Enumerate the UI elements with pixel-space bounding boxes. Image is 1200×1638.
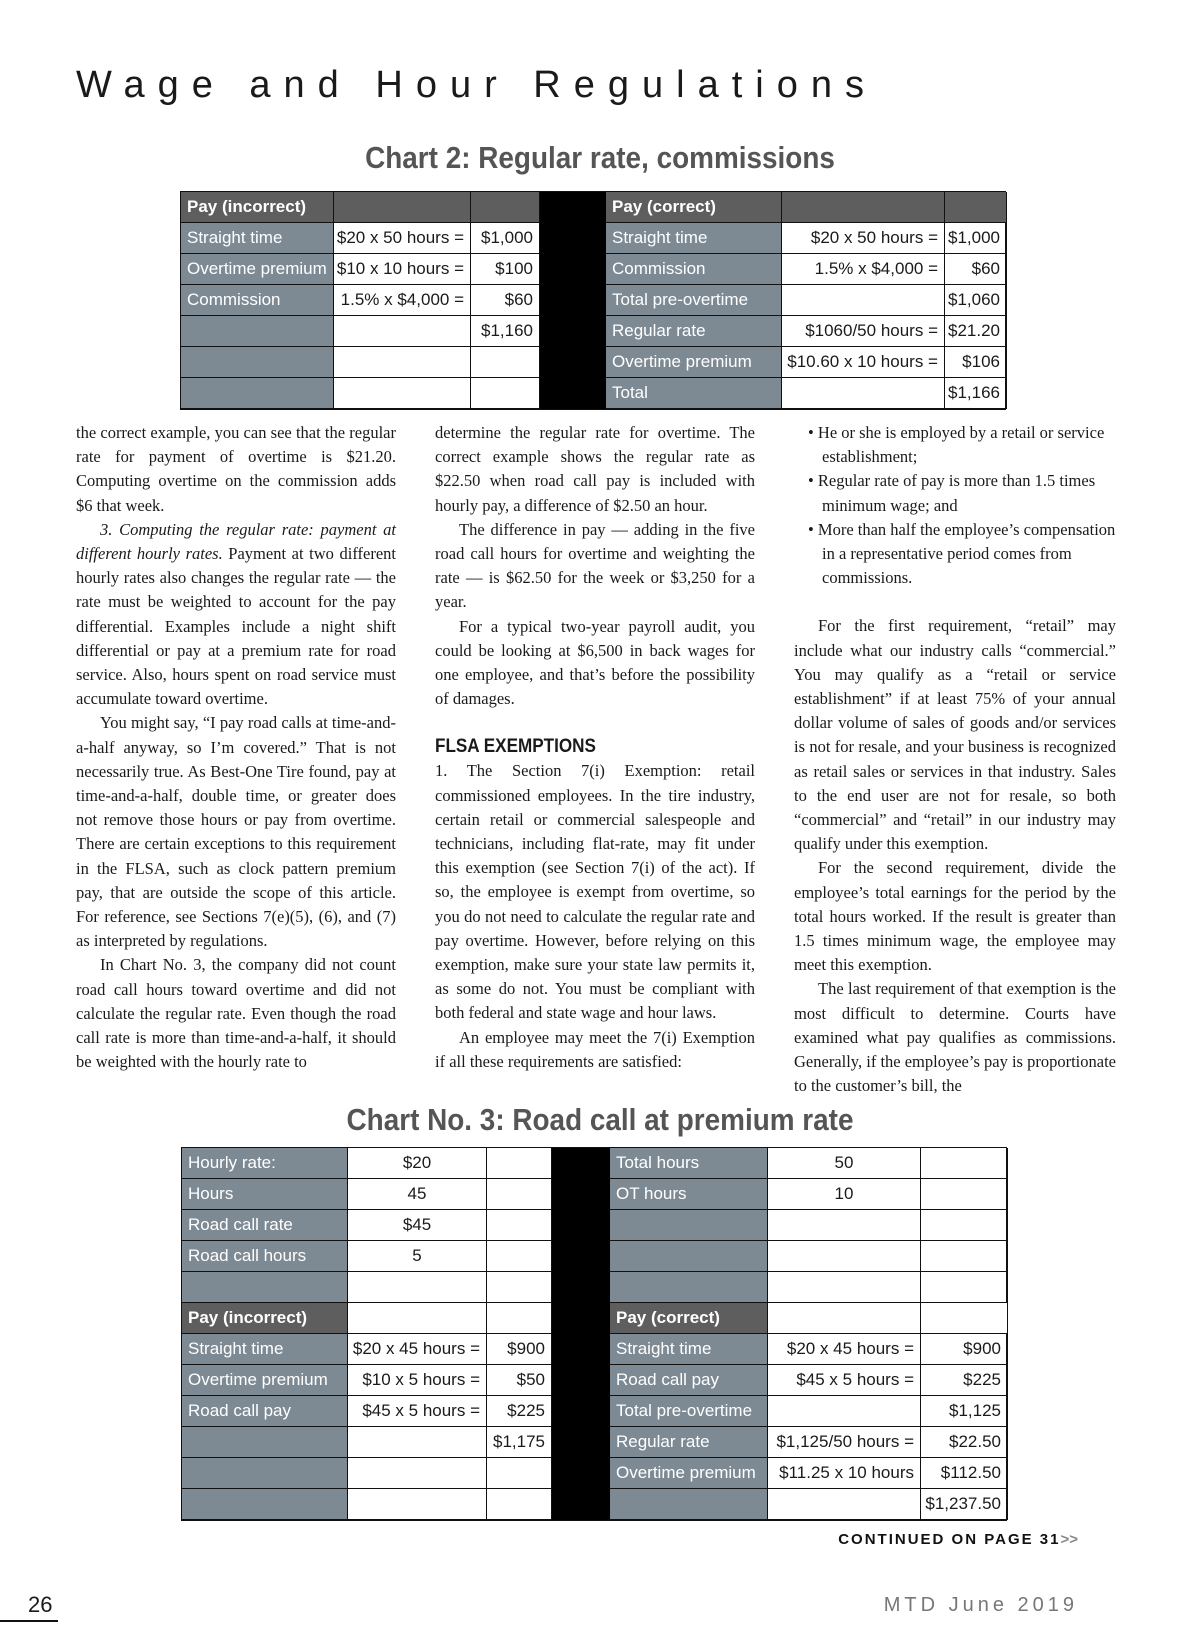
table-cell — [782, 285, 945, 316]
table-cell — [487, 1241, 552, 1272]
paragraph: The last requirement of that exemption is the most difficult to determine. Courts have examined what pay qualifies as commissions. Generally, if the employee’s pay is proportionate to the customer’s bill, the — [794, 979, 1116, 1096]
table-cell — [334, 347, 471, 378]
table-divider — [552, 1458, 610, 1489]
table-cell — [182, 1489, 348, 1520]
table-cell — [768, 1396, 921, 1427]
table-cell — [348, 1272, 487, 1303]
table-cell — [182, 1272, 348, 1303]
table-cell: Road call rate — [182, 1210, 348, 1241]
list-item: • He or she is employed by a retail or service establishment; — [794, 421, 1116, 469]
continued-text: CONTINUED ON PAGE 31 — [838, 1531, 1061, 1548]
table-cell: $60 — [471, 285, 540, 316]
table-cell — [921, 1241, 1008, 1272]
table-cell: $45 x 5 hours = — [768, 1365, 921, 1396]
table-cell: Overtime premium — [606, 347, 782, 378]
table-cell — [487, 1148, 552, 1179]
table-cell: 45 — [348, 1179, 487, 1210]
table-cell: $10.60 x 10 hours = — [782, 347, 945, 378]
page-number-rule — [0, 1620, 58, 1622]
table-cell — [334, 316, 471, 347]
table-cell: $225 — [487, 1396, 552, 1427]
paragraph-text: Payment at two different hourly rates also changes the regular rate — the rate must be weighted to account for the pay differential. Examples include a night shift differential or pay at a premium rate for road service. Also, hours spent on road service must accumulate toward overtime. — [76, 544, 396, 709]
chart2-title: Chart 2: Regular rate, commissions — [365, 140, 835, 175]
table-cell: Road call pay — [610, 1365, 768, 1396]
table-cell — [182, 1427, 348, 1458]
table-cell — [921, 1210, 1008, 1241]
table-cell: $1,160 — [471, 316, 540, 347]
table-cell: $21.20 — [945, 316, 1007, 347]
table-divider — [540, 347, 606, 378]
table-cell: $20 x 45 hours = — [348, 1334, 487, 1365]
list-item: • More than half the employee’s compensation in a representative period comes from commissions. — [794, 518, 1116, 591]
table-cell — [945, 192, 1007, 223]
table-cell: $112.50 — [921, 1458, 1008, 1489]
table-cell: $20 x 45 hours = — [768, 1334, 921, 1365]
table-cell: $10 x 5 hours = — [348, 1365, 487, 1396]
text-column-1 — [76, 421, 396, 1074]
chart3-table — [181, 1147, 1007, 1521]
paragraph: In Chart No. 3, the company did not count road call hours toward overtime and did not calculate the regular rate. Even though the road call rate is more than time-and-a-half, it should be weighted with the hourly rate to — [76, 955, 396, 1072]
table-cell: Commission — [181, 285, 334, 316]
table-divider — [552, 1148, 610, 1179]
table-cell — [610, 1489, 768, 1520]
table-cell: Regular rate — [606, 316, 782, 347]
table-cell — [610, 1272, 768, 1303]
page-number: 26 — [28, 1592, 53, 1617]
paragraph: determine the regular rate for overtime. The correct example shows the regular rate as $22.50 when road call pay is included with hourly pay, a difference of $2.50 an hour. — [435, 423, 755, 515]
table-cell: $225 — [921, 1365, 1008, 1396]
table-cell — [921, 1303, 1008, 1334]
table-cell — [768, 1489, 921, 1520]
table-cell: Overtime premium — [182, 1365, 348, 1396]
table-cell: 50 — [768, 1148, 921, 1179]
table-cell: $1,166 — [945, 378, 1007, 409]
table-divider — [540, 192, 606, 223]
table-cell — [487, 1272, 552, 1303]
continued-arrow-icon: >> — [1060, 1531, 1078, 1548]
table-cell — [921, 1148, 1008, 1179]
table-cell: Hourly rate: — [182, 1148, 348, 1179]
table-divider — [540, 254, 606, 285]
chart2-table — [180, 191, 1006, 410]
paragraph: the correct example, you can see that the regular rate for payment of overtime is $21.20. Computing overtime on the commission adds $6 that week. — [76, 423, 396, 515]
table-cell: Pay (incorrect) — [182, 1303, 348, 1334]
paragraph — [76, 518, 396, 712]
table-cell: $100 — [471, 254, 540, 285]
table-cell — [610, 1241, 768, 1272]
list-item: • Regular rate of pay is more than 1.5 times minimum wage; and — [794, 469, 1116, 517]
table-cell: Pay (incorrect) — [181, 192, 334, 223]
table-cell: 1.5% x $4,000 = — [334, 285, 471, 316]
table-cell: $1,175 — [487, 1427, 552, 1458]
paragraph: 1. The Section 7(i) Exemption: retail commissioned employees. In the tire industry, certain retail or commercial salespeople and technicians, including flat-rate, may fit under this exemption (see Section 7(i) of the act). If so, the employee is exempt from overtime, so you do not need to calculate the regular rate and pay overtime. However, before relying on this exemption, make sure your state law permits it, as some do not. You must be compliant with both federal and state wage and hour laws. — [435, 761, 755, 1023]
table-cell — [768, 1303, 921, 1334]
table-cell — [348, 1427, 487, 1458]
table-cell — [348, 1458, 487, 1489]
table-cell: $1060/50 hours = — [782, 316, 945, 347]
table-cell — [181, 316, 334, 347]
table-divider — [540, 285, 606, 316]
paragraph: For the second requirement, divide the employee’s total earnings for the period by the total hours worked. If the result is greater than 1.5 times minimum wage, the employee may meet this exemption. — [794, 858, 1116, 975]
paragraph: For a typical two-year payroll audit, you could be looking at $6,500 in back wages for one employee, and that’s before the possibility of damages. — [435, 616, 755, 709]
table-cell — [334, 192, 471, 223]
table-cell — [782, 192, 945, 223]
table-cell: Total hours — [610, 1148, 768, 1179]
table-cell: $22.50 — [921, 1427, 1008, 1458]
table-cell: $11.25 x 10 hours — [768, 1458, 921, 1489]
table-cell — [768, 1272, 921, 1303]
table-cell: 5 — [348, 1241, 487, 1272]
chart3-title: Chart No. 3: Road call at premium rate — [346, 1102, 854, 1137]
table-cell: Straight time — [610, 1334, 768, 1365]
table-divider — [552, 1272, 610, 1303]
table-cell: $50 — [487, 1365, 552, 1396]
table-cell: $45 x 5 hours = — [348, 1396, 487, 1427]
table-cell — [181, 378, 334, 409]
text-column-3 — [794, 421, 1116, 1098]
table-cell — [181, 347, 334, 378]
table-cell: Pay (correct) — [606, 192, 782, 223]
table-cell — [182, 1458, 348, 1489]
table-divider — [552, 1303, 610, 1334]
table-divider — [552, 1334, 610, 1365]
paragraph: An employee may meet the 7(i) Exemption if all these requirements are satisfied: — [435, 1027, 755, 1071]
table-divider — [552, 1210, 610, 1241]
table-cell — [921, 1179, 1008, 1210]
paragraph: You might say, “I pay road calls at time-and-a-half anyway, so I’m covered.” That is not necessarily true. As Best-One Tire found, pay at time-and-a-half, double time, or greater does not remove those hours or pay from overtime. There are certain exceptions to this requirement in the FLSA, such as clock pattern premium pay, that are outside the scope of this article. For reference, see Sections 7(e)(5), (6), and (7) as interpreted by regulations. — [76, 713, 396, 951]
table-cell: Straight time — [606, 223, 782, 254]
table-cell: $1,125/50 hours = — [768, 1427, 921, 1458]
table-divider — [552, 1365, 610, 1396]
page-header: Wage and Hour Regulations — [76, 64, 877, 106]
table-cell: $106 — [945, 347, 1007, 378]
table-cell: $60 — [945, 254, 1007, 285]
table-divider — [552, 1179, 610, 1210]
table-divider — [552, 1396, 610, 1427]
table-divider — [540, 223, 606, 254]
publication-footer: MTD June 2019 — [883, 1594, 1078, 1616]
table-cell: Commission — [606, 254, 782, 285]
text-column-2 — [435, 421, 755, 1074]
table-cell: Regular rate — [610, 1427, 768, 1458]
table-cell: Straight time — [182, 1334, 348, 1365]
paragraph: The difference in pay — adding in the five road call hours for overtime and weighting the rate — is $62.50 for the week or $3,250 for a year. — [435, 519, 755, 612]
table-cell: $900 — [487, 1334, 552, 1365]
table-cell — [487, 1458, 552, 1489]
table-cell: $1,060 — [945, 285, 1007, 316]
paragraph: For the first requirement, “retail” may include what our industry calls “commercial.” You may qualify as a “retail or service establishment” if at least 75% of your annual dollar volume of sales of goods and/or services is not for resale, and your business is recognized as retail sales or services in that industry. Sales to the end user are not for resale, so both “commercial” and “retail” in our industry may qualify under this exemption. — [794, 616, 1116, 854]
table-cell: Total pre-overtime — [610, 1396, 768, 1427]
table-cell — [471, 192, 540, 223]
section-heading: FLSA EXEMPTIONS — [435, 736, 596, 758]
table-cell: 1.5% x $4,000 = — [782, 254, 945, 285]
table-cell — [768, 1241, 921, 1272]
table-cell — [487, 1179, 552, 1210]
table-cell — [334, 378, 471, 409]
table-divider — [552, 1427, 610, 1458]
table-cell: Total — [606, 378, 782, 409]
table-cell — [471, 378, 540, 409]
table-cell — [610, 1210, 768, 1241]
table-cell — [921, 1272, 1008, 1303]
table-cell: $900 — [921, 1334, 1008, 1365]
table-cell — [348, 1303, 487, 1334]
table-cell: $20 x 50 hours = — [782, 223, 945, 254]
table-cell — [782, 378, 945, 409]
table-divider — [540, 378, 606, 409]
table-cell: Straight time — [181, 223, 334, 254]
table-cell: $20 — [348, 1148, 487, 1179]
table-cell: $1,000 — [945, 223, 1007, 254]
table-cell: Pay (correct) — [610, 1303, 768, 1334]
table-cell: $20 x 50 hours = — [334, 223, 471, 254]
table-cell — [487, 1489, 552, 1520]
table-cell: Road call hours — [182, 1241, 348, 1272]
table-cell: $1,237.50 — [921, 1489, 1008, 1520]
table-divider — [552, 1241, 610, 1272]
table-cell — [348, 1489, 487, 1520]
table-cell: $1,000 — [471, 223, 540, 254]
table-cell: Total pre-overtime — [606, 285, 782, 316]
table-cell — [487, 1210, 552, 1241]
table-cell: Hours — [182, 1179, 348, 1210]
continued-note — [838, 1531, 1078, 1548]
table-cell: Overtime premium — [610, 1458, 768, 1489]
table-cell: Road call pay — [182, 1396, 348, 1427]
table-divider — [540, 316, 606, 347]
table-cell: 10 — [768, 1179, 921, 1210]
table-cell: $1,125 — [921, 1396, 1008, 1427]
table-cell: $45 — [348, 1210, 487, 1241]
subheading-italic: 3. Computing the regular rate: payment at different hourly rates. — [76, 519, 396, 564]
table-divider — [552, 1489, 610, 1520]
table-cell — [471, 347, 540, 378]
table-cell — [768, 1210, 921, 1241]
table-cell: Overtime premium — [181, 254, 334, 285]
requirements-list — [794, 421, 1116, 590]
table-cell: OT hours — [610, 1179, 768, 1210]
table-cell — [487, 1303, 552, 1334]
table-cell: $10 x 10 hours = — [334, 254, 471, 285]
